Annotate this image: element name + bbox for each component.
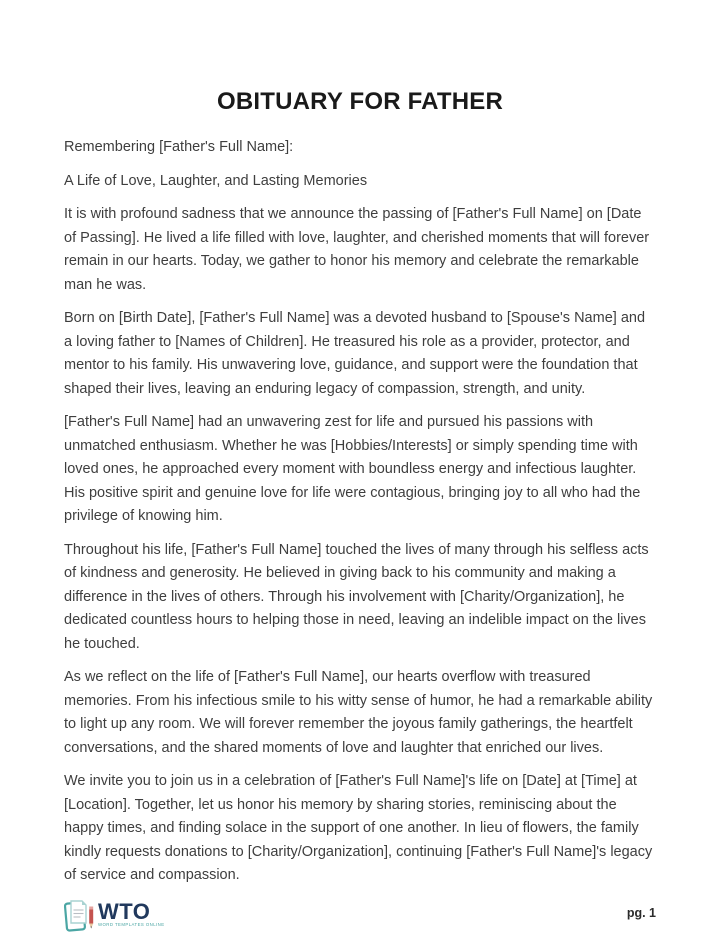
page-title: OBITUARY FOR FATHER [216,88,504,115]
paragraph-subtitle: A Life of Love, Laughter, and Lasting Memories [64,172,368,189]
logo-tagline: WORD TEMPLATES ONLINE [98,922,165,927]
logo-text-column [98,898,190,929]
page-number: pg. 1 [626,905,656,920]
paragraph-community: Throughout his life, [Father's Full Name] touched the lives of many through his selfless acts of kindness and generosity. He believed in giving back to his community and making a difference in the lives of others. Through his involvement with [Charity/Organization], he dedicated countless hours to helping those in need, leaving an indelible impact on the lives he touched. [64,541,649,652]
document-body [64,136,656,898]
paragraph-passions: [Father's Full Name] had an unwavering zest for life and pursued his passions with unmatched enthusiasm. Whether he was [Hobbies/Interests] or simply spending time with loved ones, he approached every moment with boundless energy and infectious laughter. His positive spirit and genuine love for life were contagious, bringing joy to all who had the privilege of knowing him. [64,414,641,524]
paragraph-invitation: We invite you to join us in a celebration of [Father's Full Name]'s life on [Date] at [Time] at [Location]. Together, let us honor his memory by sharing stories, reminiscing about the happy times, and finding solace in the support of one another. In lieu of flowers, the family kindly requests donations to [Charity/Organization], continuing [Father's Full Name]'s legacy of service and compassion. [64,773,653,883]
wto-logo [64,898,190,936]
paragraph-family: Born on [Birth Date], [Father's Full Name] was a devoted husband to [Spouse's Name] and a loving father to [Names of Children]. He treasured his role as a provider, protector, and mentor to his family. His unwavering love, guidance, and support were the foundation that shaped their lives, leaving an enduring legacy of compassion, strength, and unity. [64,310,646,397]
page-footer [64,898,656,936]
logo-wordmark: WTO [98,898,151,924]
paragraph-announcement: It is with profound sadness that we announce the passing of [Father's Full Name] on [Date of Passing]. He lived a life filled with love, laughter, and cherished moments that will forever remain in our hearts. Today, we gather to honor his memory and celebrate the remarkable man he was. [64,206,650,293]
document-pencil-icon [64,898,96,936]
paragraph-remembering: Remembering [Father's Full Name]: [64,139,294,155]
paragraph-memories: As we reflect on the life of [Father's Full Name], our hearts overflow with treasured memories. From his infectious smile to his witty sense of humor, he had a remarkable ability to light up any room. We will forever remember the joyous family gatherings, the heartfelt conversations, and the shared moments of love and laughter that enriched our lives. [64,669,653,756]
